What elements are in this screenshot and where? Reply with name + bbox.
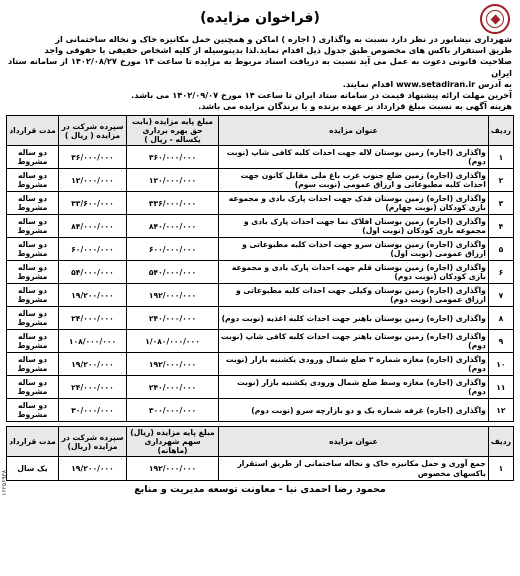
table-row (7, 330, 514, 353)
cell-deposit: ۸۴/۰۰۰/۰۰۰ (59, 215, 127, 238)
cell-deposit: ۱۹/۲۰۰/۰۰۰ (59, 457, 127, 481)
page-title: (فراخوان مزایده) (200, 10, 320, 26)
cell-duration: دو ساله مشروط (7, 330, 59, 353)
cell-base-price: ۶۰۰/۰۰۰/۰۰۰ (127, 238, 219, 261)
cell-deposit: ۳۰/۰۰۰/۰۰۰ (59, 399, 127, 422)
table-row (7, 169, 514, 192)
cell-title: واگذاری (اجاره) زمین بوستان افلاک نما جهت احداث پارک بادی و مجموعه بازی کودکان (نوبت اول) (219, 215, 489, 238)
intro-address-tail: اقدام نمایند. (342, 78, 394, 89)
cell-duration: دو ساله مشروط (7, 238, 59, 261)
cell-row-number: ۱ (488, 457, 513, 481)
cell-base-price: ۱۹۲/۰۰۰/۰۰۰ (127, 457, 219, 481)
cell-duration: دو ساله مشروط (7, 146, 59, 169)
cell-row-number: ۳ (488, 192, 513, 215)
table-row (7, 399, 514, 422)
table-row (7, 353, 514, 376)
table-row (7, 146, 514, 169)
cell-title: واگذاری (اجاره) زمین بوستان فدک جهت احداث پارک بادی و مجموعه بازی کودکان (نوبت چهارم) (219, 192, 489, 215)
col-row-header: ردیف (488, 116, 513, 146)
cell-deposit: ۱۰۸/۰۰۰/۰۰۰ (59, 330, 127, 353)
col-deposit-header: سپرده شرکت در مزایده (ریال) (59, 427, 127, 457)
table-row (7, 457, 514, 481)
col-row-header: ردیف (488, 427, 513, 457)
cell-base-price: ۲۴۰/۰۰۰/۰۰۰ (127, 376, 219, 399)
cell-row-number: ۵ (488, 238, 513, 261)
waste-auction-table (6, 426, 514, 481)
cell-base-price: ۳۰۰/۰۰۰/۰۰۰ (127, 399, 219, 422)
cell-duration: دو ساله مشروط (7, 376, 59, 399)
cell-deposit: ۳۶/۰۰۰/۰۰۰ (59, 146, 127, 169)
cell-title: واگذاری (اجاره) زمین بوستان باهنر جهت احداث کلبه اغذیه (نوبت دوم) (219, 307, 489, 330)
col-deposit-header: سپرده شرکت در مزایده ( ریال ) (59, 116, 127, 146)
intro-line (8, 79, 512, 90)
cell-row-number: ۷ (488, 284, 513, 307)
cell-duration: دو ساله مشروط (7, 307, 59, 330)
intro-line: آخرین مهلت ارائه پیشنهاد قیمت در سامانه ستاد ایران تا ساعت ۱۴ مورخ ۱۴۰۲/۰۹/۰۷ می باشد. (131, 90, 512, 101)
col-base-header: مبلغ پایه مزایده (بابت حق بهره برداری یکساله - ریال ) (127, 116, 219, 146)
cell-base-price: ۳۶۰/۰۰۰/۰۰۰ (127, 146, 219, 169)
table-row (7, 192, 514, 215)
table-row (7, 284, 514, 307)
auction-table (6, 115, 514, 422)
cell-title: واگذاری (اجاره) زمین ضلع جنوب غرب باغ ملی مقابل کانون جهت احداث کلبه مطبوعاتی و ارزاق عمومی (نوبت سوم) (219, 169, 489, 192)
intro-line: صلاحیت قانونی دعوت به عمل می آید نسبت به دریافت اسناد مربوط به مزایده تا ساعت ۱۴ مورخ ۱۴۰۲/۰۸/۲۷ از سامانه ستاد ایران (8, 56, 512, 78)
cell-deposit: ۳۳/۶۰۰/۰۰۰ (59, 192, 127, 215)
intro-address-label: به آدرس (478, 78, 512, 89)
table-row (7, 376, 514, 399)
setadiran-link[interactable]: www.setadiran.ir (396, 78, 476, 89)
cell-deposit: ۲۴/۰۰۰/۰۰۰ (59, 307, 127, 330)
cell-deposit: ۱۲/۰۰۰/۰۰۰ (59, 169, 127, 192)
cell-deposit: ۱۹/۲۰۰/۰۰۰ (59, 284, 127, 307)
cell-title: واگذاری (اجاره) مغازه شماره ۲ ضلع شمال ورودی یکشنبه بازار (نوبت دوم) (219, 353, 489, 376)
col-title-header: عنوان مزایده (219, 427, 489, 457)
col-duration-header: مدت قرارداد (7, 427, 59, 457)
cell-base-price: ۵۴۰/۰۰۰/۰۰۰ (127, 261, 219, 284)
cell-title: واگذاری (اجاره) غرفه شماره یک و دو بازارچه سرو (نوبت دوم) (219, 399, 489, 422)
cell-duration: دو ساله مشروط (7, 399, 59, 422)
side-code: ۱۶۲۵۶۹۳۸ (1, 470, 8, 496)
cell-base-price: ۱۲۰/۰۰۰/۰۰۰ (127, 169, 219, 192)
cell-row-number: ۹ (488, 330, 513, 353)
intro-line: طریق استقرار باکس های مخصوص طبق جدول ذیل اقدام نماید.لذا بدینوسیله از کلیه اشخاص حقیقی یا حقوقی واجد (44, 45, 512, 56)
header (6, 4, 514, 34)
table-row (7, 307, 514, 330)
cell-deposit: ۱۹/۲۰۰/۰۰۰ (59, 353, 127, 376)
table-row (7, 238, 514, 261)
intro-text (6, 34, 514, 112)
cell-title: واگذاری (اجاره) زمین بوستان سرو جهت احداث کلبه مطبوعاتی و ارزاق عمومی (نوبت اول) (219, 238, 489, 261)
cell-base-price: ۱/۰۸۰/۰۰۰/۰۰۰ (127, 330, 219, 353)
cell-base-price: ۳۳۶/۰۰۰/۰۰۰ (127, 192, 219, 215)
cell-base-price: ۸۴۰/۰۰۰/۰۰۰ (127, 215, 219, 238)
intro-line: شهرداری نیشابور در نظر دارد نسبت به واگذاری ( اجاره ) اماکن و همچنین حمل مکانیزه خاک و نخاله ساختمانی از (55, 34, 512, 44)
cell-deposit: ۶۰/۰۰۰/۰۰۰ (59, 238, 127, 261)
cell-deposit: ۲۴/۰۰۰/۰۰۰ (59, 376, 127, 399)
footer-signature: محمود رضا احمدی نیا - معاونت توسعه مدیریت و منابع (134, 484, 386, 496)
cell-title: واگذاری (اجاره) مغازه وسط ضلع شمال ورودی یکشنبه بازار (نوبت دوم) (219, 376, 489, 399)
cell-row-number: ۱۰ (488, 353, 513, 376)
cell-duration: دو ساله مشروط (7, 284, 59, 307)
cell-duration: دو ساله مشروط (7, 215, 59, 238)
cell-duration: دو ساله مشروط (7, 353, 59, 376)
cell-duration: یک سال (7, 457, 59, 481)
intro-line: هزینه آگهی به نسبت مبلغ قرارداد بر عهده برنده و یا برندگان مزایده می باشد. (198, 101, 512, 112)
col-duration-header: مدت قرارداد (7, 116, 59, 146)
cell-title: واگذاری (اجاره) زمین بوستان قلم جهت احداث پارک بادی و مجموعه بازی کودکان (نوبت دوم) (219, 261, 489, 284)
cell-row-number: ۴ (488, 215, 513, 238)
table-row (7, 215, 514, 238)
cell-title: جمع آوری و حمل مکانیزه خاک و نخاله ساختمانی از طریق استقرار باکسهای مخصوص (219, 457, 489, 481)
col-title-header: عنوان مزایده (219, 116, 489, 146)
cell-row-number: ۱ (488, 146, 513, 169)
cell-title: واگذاری (اجاره) زمین بوستان وکیلی جهت احداث کلبه مطبوعاتی و ارزاق عمومی (نوبت دوم) (219, 284, 489, 307)
table-header-row (7, 427, 514, 457)
cell-row-number: ۸ (488, 307, 513, 330)
cell-base-price: ۱۹۲/۰۰۰/۰۰۰ (127, 284, 219, 307)
cell-title: واگذاری (اجاره) زمین بوستان باهنر جهت احداث کلبه کافی شاپ (نوبت دوم) (219, 330, 489, 353)
table-header-row (7, 116, 514, 146)
cell-base-price: ۲۴۰/۰۰۰/۰۰۰ (127, 307, 219, 330)
cell-duration: دو ساله مشروط (7, 169, 59, 192)
cell-deposit: ۵۴/۰۰۰/۰۰۰ (59, 261, 127, 284)
cell-base-price: ۱۹۲/۰۰۰/۰۰۰ (127, 353, 219, 376)
cell-row-number: ۶ (488, 261, 513, 284)
table-row (7, 261, 514, 284)
cell-duration: دو ساله مشروط (7, 192, 59, 215)
cell-title: واگذاری (اجاره) زمین بوستان لاله جهت احداث کلبه کافی شاپ (نوبت دوم) (219, 146, 489, 169)
col-base-header: مبلغ پایه مزایده (ریال) سهم شهرداری (ماهانه) (127, 427, 219, 457)
cell-row-number: ۱۲ (488, 399, 513, 422)
cell-row-number: ۲ (488, 169, 513, 192)
cell-duration: دو ساله مشروط (7, 261, 59, 284)
cell-row-number: ۱۱ (488, 376, 513, 399)
